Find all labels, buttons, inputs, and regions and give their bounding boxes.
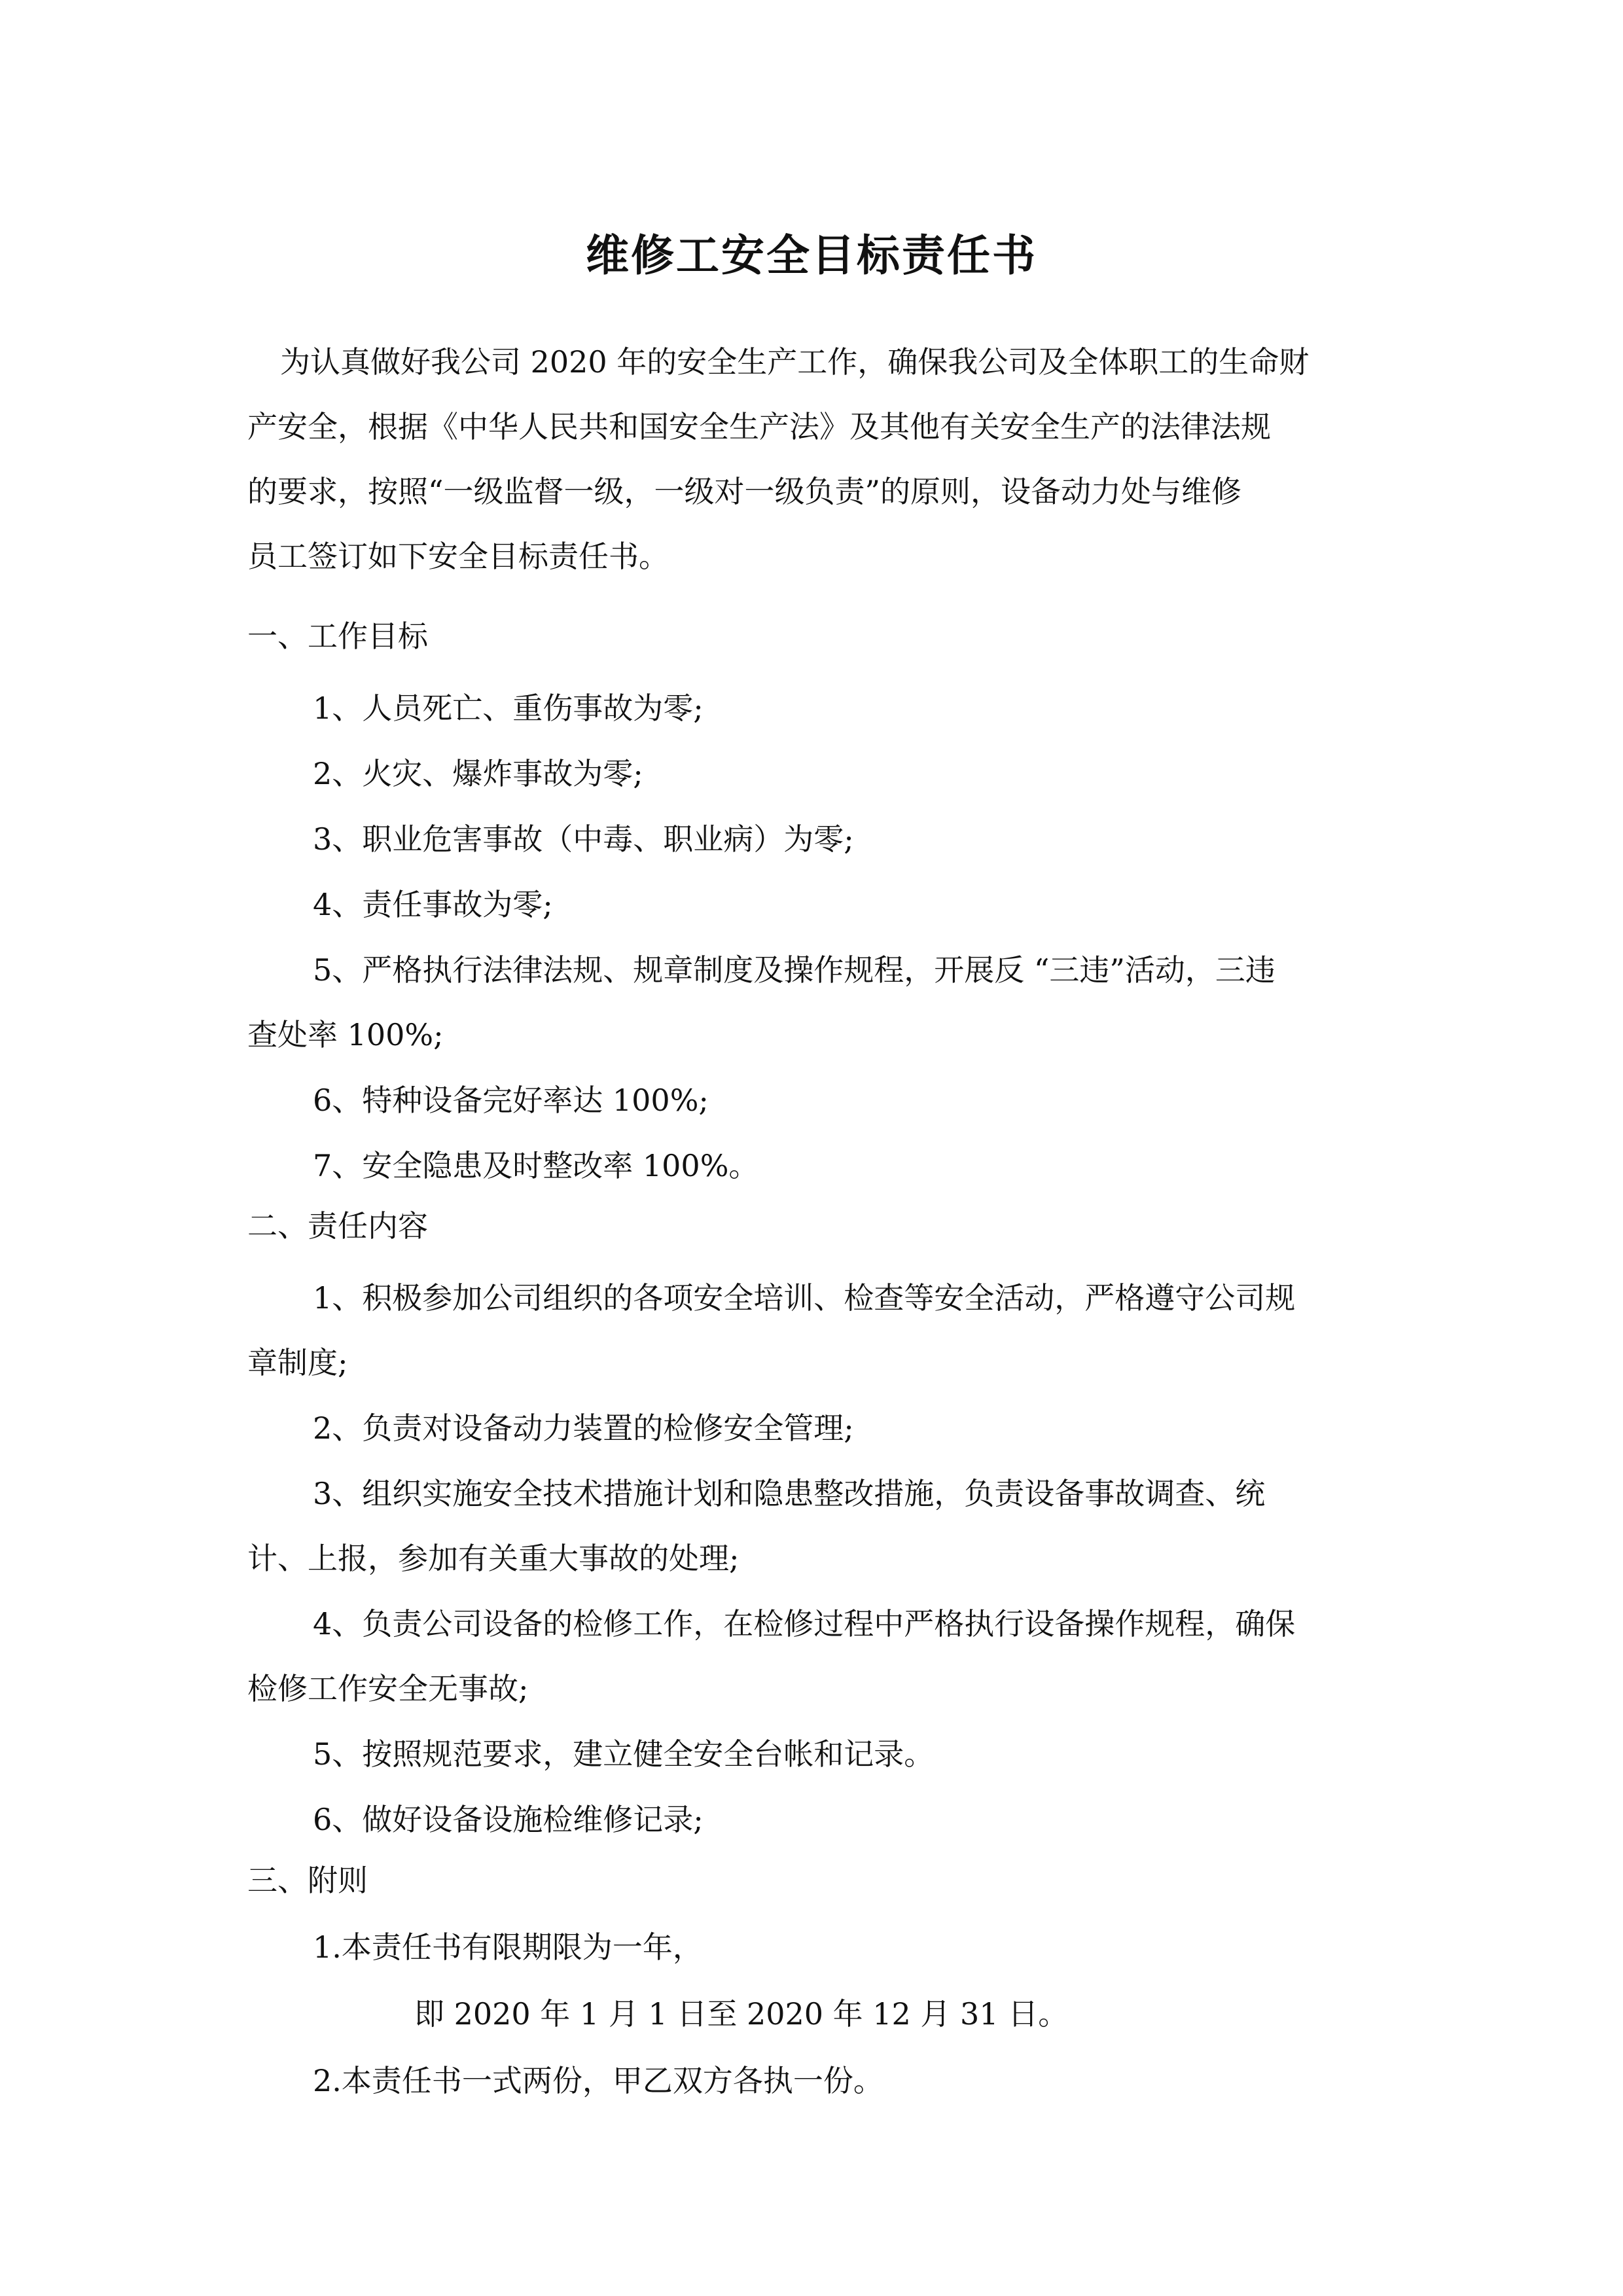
date-range: 即 2020 年 1 月 1 日至 2020 年 12 月 31 日。 bbox=[414, 1996, 1069, 2032]
section-heading: 二、责任内容 bbox=[247, 1208, 428, 1244]
list-item-continuation: 检修工作安全无事故; bbox=[247, 1671, 529, 1706]
list-item: 2、火灾、爆炸事故为零; bbox=[313, 756, 643, 791]
intro-line: 员工签订如下安全目标责任书。 bbox=[247, 539, 669, 574]
intro-line: 产安全，根据《中华人民共和国安全生产法》及其他有关安全生产的法律法规 bbox=[247, 409, 1271, 444]
list-item: 4、负责公司设备的检修工作，在检修过程中严格执行设备操作规程，确保 bbox=[313, 1606, 1296, 1641]
list-item: 7、安全隐患及时整改率 100%。 bbox=[313, 1148, 759, 1183]
list-item: 5、严格执行法律法规、规章制度及操作规程，开展反 “三违”活动，三违 bbox=[313, 952, 1275, 988]
list-item-continuation: 查处率 100%; bbox=[247, 1017, 444, 1052]
list-item-continuation: 计、上报，参加有关重大事故的处理; bbox=[247, 1541, 740, 1576]
list-item: 6、特种设备完好率达 100%; bbox=[313, 1083, 709, 1118]
intro-line: 的要求，按照“一级监督一级，一级对一级负责”的原则，设备动力处与维修 bbox=[247, 474, 1242, 509]
list-item: 5、按照规范要求，建立健全安全台帐和记录。 bbox=[313, 1736, 935, 1772]
list-item: 1.本责任书有限期限为一年， bbox=[313, 1929, 703, 1965]
list-item: 1、人员死亡、重伤事故为零; bbox=[313, 691, 704, 726]
list-item: 3、组织实施安全技术措施计划和隐患整改措施，负责设备事故调查、统 bbox=[313, 1476, 1266, 1511]
list-item: 2.本责任书一式两份，甲乙双方各执一份。 bbox=[313, 2063, 883, 2098]
intro-line: 为认真做好我公司 2020 年的安全生产工作，确保我公司及全体职工的生命财 bbox=[280, 344, 1310, 380]
list-item: 4、责任事故为零; bbox=[313, 887, 553, 922]
list-item: 2、负责对设备动力装置的检修安全管理; bbox=[313, 1410, 854, 1446]
section-heading: 一、工作目标 bbox=[247, 619, 428, 654]
list-item: 3、职业危害事故（中毒、职业病）为零; bbox=[313, 821, 854, 857]
section-heading: 三、附则 bbox=[247, 1863, 368, 1898]
list-item-continuation: 章制度; bbox=[247, 1345, 348, 1380]
list-item: 6、做好设备设施检维修记录; bbox=[313, 1802, 704, 1837]
list-item: 1、积极参加公司组织的各项安全培训、检查等安全活动，严格遵守公司规 bbox=[313, 1280, 1296, 1316]
document-title: 维修工安全目标责任书 bbox=[586, 230, 1037, 281]
